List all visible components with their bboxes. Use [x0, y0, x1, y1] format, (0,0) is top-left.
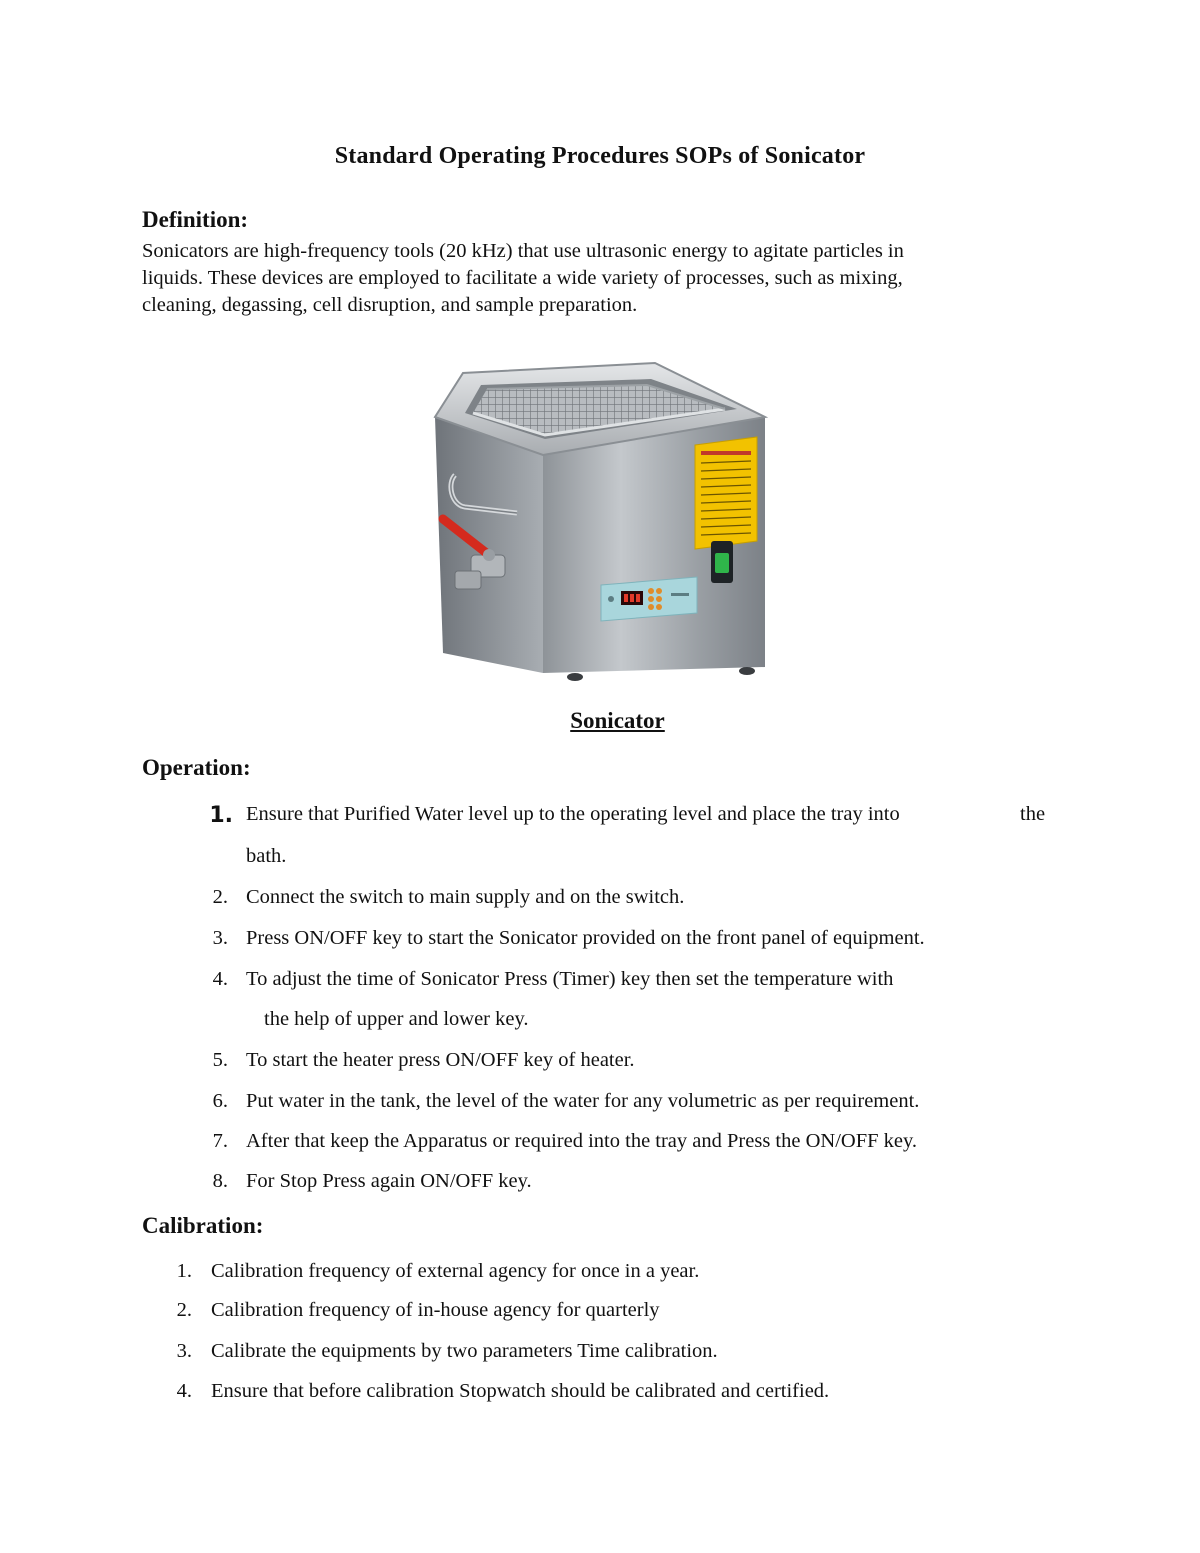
- list-text: Calibrate the equipments by two parameters Time calibration.: [211, 1340, 718, 1362]
- list-number: 2.: [176, 1299, 192, 1321]
- list-text: Calibration frequency of external agency for once in a year.: [211, 1260, 700, 1282]
- definition-line: cleaning, degassing, cell disruption, and sample preparation.: [142, 294, 638, 316]
- definition-heading: Definition:: [142, 207, 249, 232]
- list-text: For Stop Press again ON/OFF key.: [246, 1170, 532, 1192]
- list-text: Ensure that before calibration Stopwatch should be calibrated and certified.: [211, 1380, 830, 1402]
- list-number: 5.: [212, 1049, 228, 1071]
- list-text: the help of upper and lower key.: [264, 1008, 529, 1030]
- list-text: the: [1020, 803, 1046, 825]
- definition-paragraph: [142, 238, 1062, 319]
- list-number: 3.: [176, 1340, 192, 1362]
- definition-line: Sonicators are high-frequency tools (20 kHz) that use ultrasonic energy to agitate particles in: [142, 240, 904, 262]
- list-number: 2.: [212, 886, 228, 908]
- list-number: 3.: [212, 927, 228, 949]
- list-number: 7.: [212, 1130, 228, 1152]
- document-title: Standard Operating Procedures SOPs of Sonicator: [334, 143, 866, 169]
- list-number: 6.: [212, 1090, 228, 1112]
- operation-heading: Operation:: [142, 755, 251, 780]
- sonicator-image: [425, 355, 780, 690]
- list-text: To start the heater press ON/OFF key of heater.: [246, 1049, 635, 1071]
- list-text: Connect the switch to main supply and on the switch.: [246, 886, 685, 908]
- list-text: Calibration frequency of in-house agency for quarterly: [211, 1299, 660, 1321]
- list-text: bath.: [246, 845, 287, 867]
- list-number: 1.: [209, 803, 233, 828]
- list-number: 1.: [176, 1260, 192, 1282]
- list-number: 4.: [212, 968, 228, 990]
- list-number: 4.: [176, 1380, 192, 1402]
- list-number: 8.: [212, 1170, 228, 1192]
- list-text: To adjust the time of Sonicator Press (Timer) key then set the temperature with: [246, 968, 894, 990]
- image-caption: Sonicator: [570, 708, 665, 733]
- list-text: Press ON/OFF key to start the Sonicator provided on the front panel of equipment.: [246, 927, 925, 949]
- definition-line: liquids. These devices are employed to facilitate a wide variety of processes, such as mixing,: [142, 267, 903, 289]
- list-text: Put water in the tank, the level of the water for any volumetric as per requirement.: [246, 1090, 920, 1112]
- calibration-heading: Calibration:: [142, 1213, 264, 1238]
- list-text: Ensure that Purified Water level up to the operating level and place the tray into: [246, 803, 900, 825]
- list-text: After that keep the Apparatus or required into the tray and Press the ON/OFF key.: [246, 1130, 918, 1152]
